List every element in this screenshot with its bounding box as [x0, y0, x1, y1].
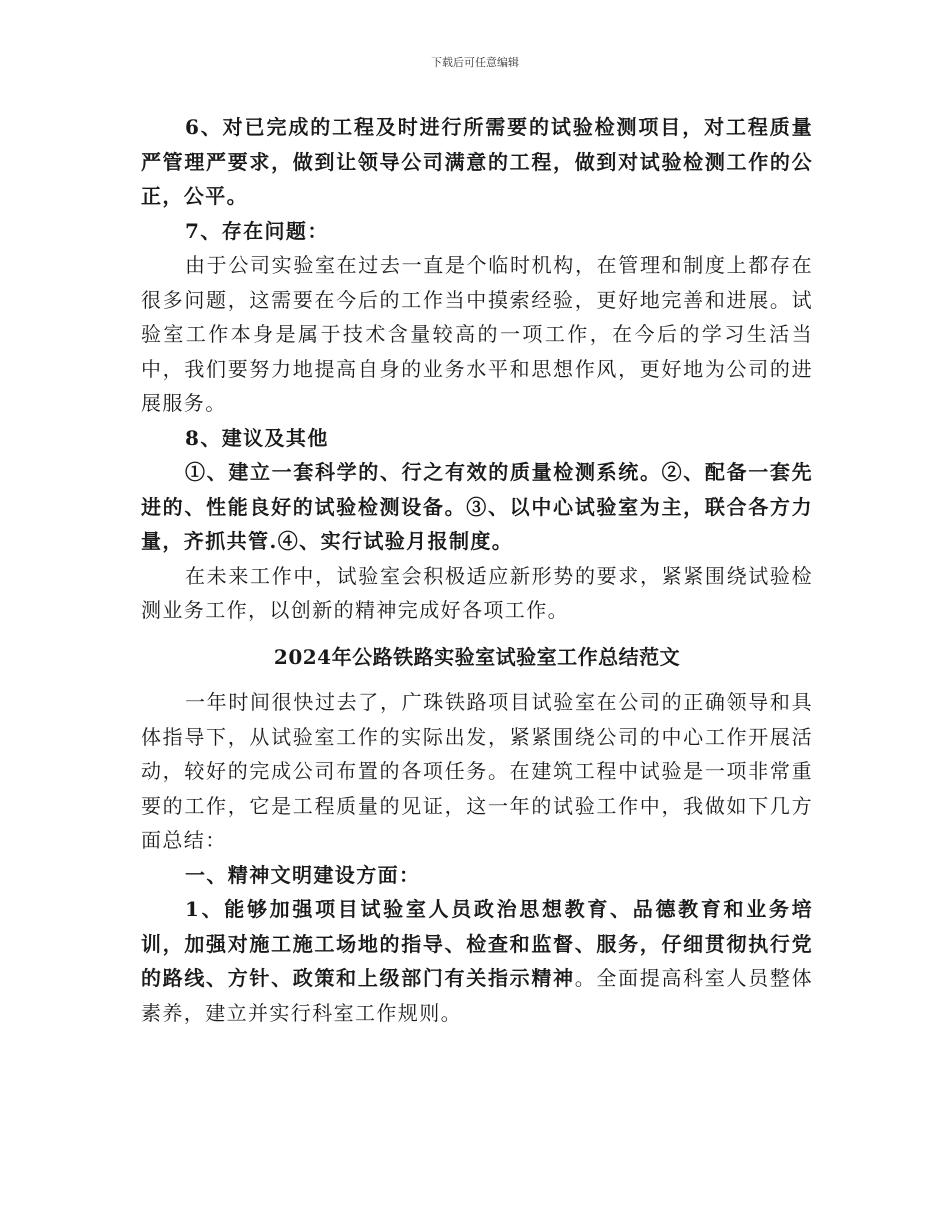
document-title: 2024年公路铁路实验室试验室工作总结范文: [273, 644, 681, 669]
document-body: [141, 110, 813, 1030]
paragraph-issues-body: 由于公司实验室在过去一直是个临时机构，在管理和制度上都存在很多问题，这需要在今后的工作当中摸索经验，更好地完善和进展。试验室工作本身是属于技术含量较高的一项工作，在今后的学习生活当中，我们要努力地提高自身的业务水平和思想作风，更好地为公司的进展服务。: [141, 253, 813, 415]
paragraph-item-6: 6、对已完成的工程及时进行所需要的试验检测项目，对工程质量严管理严要求，做到让领导公司满意的工程，做到对试验检测工作的公正，公平。: [141, 115, 813, 208]
paragraph-future-work: 在未来工作中，试验室会积极适应新形势的要求，紧紧围绕试验检测业务工作，以创新的精神完成好各项工作。: [141, 563, 813, 622]
paragraph-civility-bold-part: 1、能够加强项目试验室人员政治思想教育、品德教育和业务培训，加强对施工施工场地的指导、检查和监督、服务，仔细贯彻执行党的路线、方针、政策和上级部门有关指示精神: [141, 897, 813, 990]
paragraph-civility-item-1: [141, 892, 813, 1030]
paragraph-heading-issues: 7、存在问题：: [185, 218, 329, 243]
paragraph-civility-normal-part: 。全面提高科室人员整体素养，建立并实行科室工作规则。: [141, 966, 813, 1025]
section-heading-civility: 一、精神文明建设方面：: [185, 862, 421, 887]
page-header-note: 下载后可任意编辑: [431, 56, 519, 69]
paragraph-heading-suggestions: 8、建议及其他: [185, 425, 329, 450]
paragraph-suggestions-list: ①、建立一套科学的、行之有效的质量检测系统。②、配备一套先进的、性能良好的试验检测设备。③、以中心试验室为主，联合各方力量，齐抓共管.④、实行试验月报制度。: [141, 460, 813, 553]
paragraph-intro: 一年时间很快过去了，广珠铁路项目试验室在公司的正确领导和具体指导下，从试验室工作的实际出发，紧紧围绕公司的中心工作开展活动，较好的完成公司布置的各项任务。在建筑工程中试验是一项非常重要的工作，它是工程质量的见证，这一年的试验工作中，我做如下几方面总结：: [141, 690, 813, 852]
